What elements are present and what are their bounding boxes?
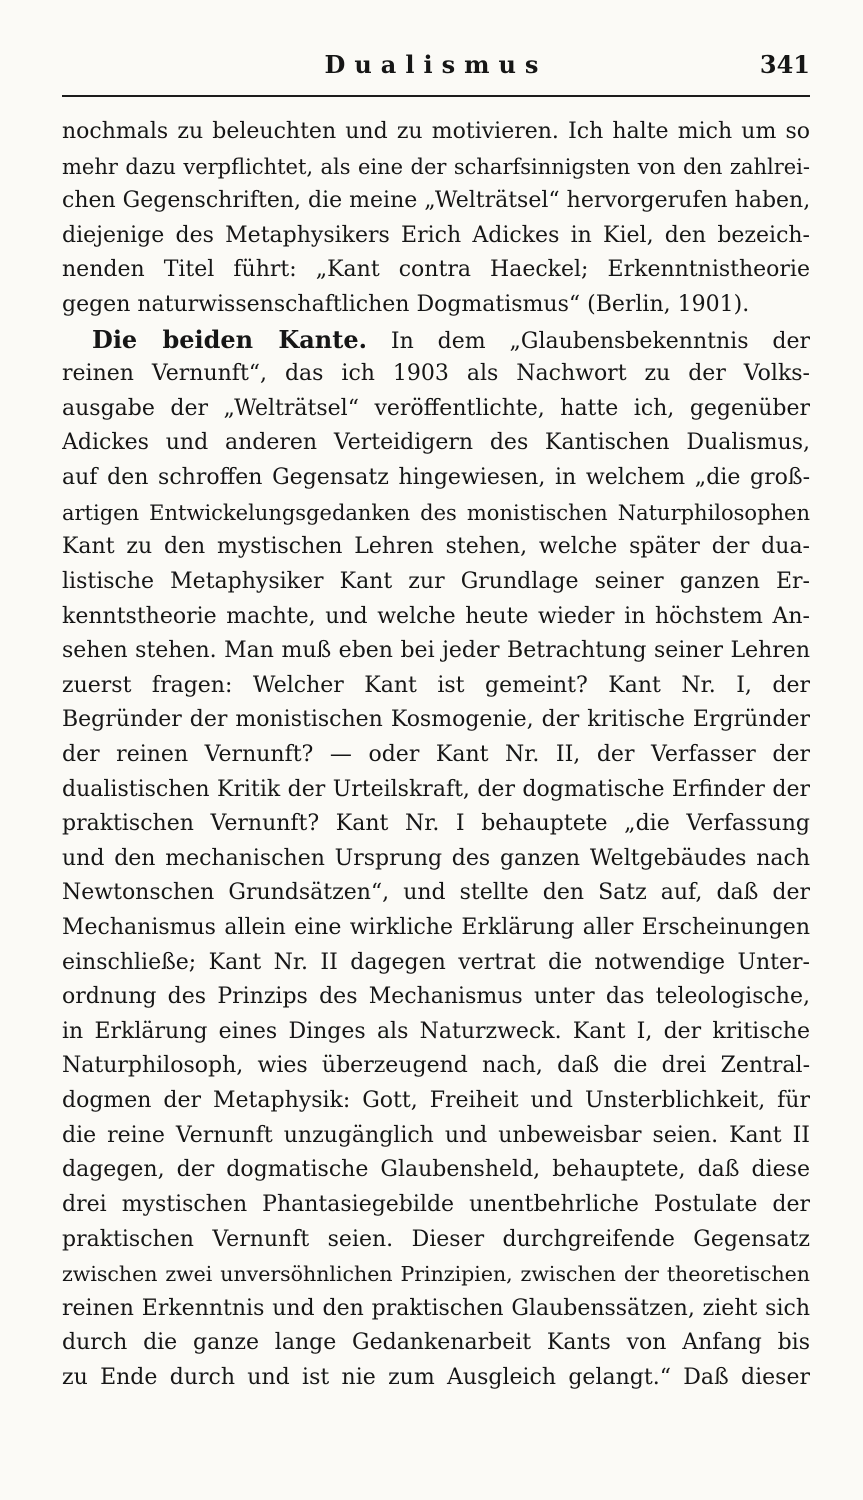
text-line: chen Gegenschriften, die meine „Welträtsel“ hervorgerufen haben, <box>62 188 810 214</box>
text-line: zuerst fragen: Welcher Kant ist gemeint? Kant Nr. I, der <box>62 672 810 698</box>
text-line: nenden Titel führt: „Kant contra Haeckel; Erkenntnistheorie <box>62 257 810 283</box>
text-line: durch die ganze lange Gedankenarbeit Kants von Anfang bis <box>62 1330 810 1356</box>
text-line: auf den schroffen Gegensatz hingewiesen, in welchem „die groß- <box>62 465 810 491</box>
text-line: dualistischen Kritik der Urteilskraft, der dogmatische Erfinder der <box>62 776 810 802</box>
section-heading: Die beiden Kante. <box>92 324 367 354</box>
text-line: Naturphilosoph, wies überzeugend nach, daß die drei Zentral- <box>62 1053 810 1079</box>
text-line: reinen Erkenntnis und den praktischen Glaubenssätzen, zieht sich <box>62 1295 810 1321</box>
text-line-with-heading <box>62 323 810 358</box>
running-head <box>62 46 810 86</box>
text-line: zwischen zwei unversöhnlichen Prinzipien, zwischen der theoretischen <box>62 1262 810 1287</box>
body-text <box>62 115 810 1396</box>
text-line: Begründer der monistischen Kosmogenie, der kritische Ergründer <box>62 707 810 733</box>
text-line: der reinen Vernunft? — oder Kant Nr. II, der Verfasser der <box>62 741 810 767</box>
heading-line-text: In dem „Glaubensbekenntnis der <box>390 328 810 354</box>
text-line: artigen Entwickelungsgedanken des monistischen Naturphilosophen <box>62 500 810 525</box>
text-line: Kant zu den mystischen Lehren stehen, welche später der dua- <box>62 534 810 560</box>
text-line: kenntstheorie machte, und welche heute wieder in höchstem An- <box>62 603 810 629</box>
text-line: gegen naturwissenschaftlichen Dogmatismus“ (Berlin, 1901). <box>62 292 750 318</box>
text-line: diejenige des Metaphysikers Erich Adickes in Kiel, den bezeich- <box>62 222 810 248</box>
running-title: Dualismus <box>324 50 548 79</box>
text-line: nochmals zu beleuchten und zu motivieren. Ich halte mich um so <box>62 119 810 144</box>
text-line: Mechanismus allein eine wirkliche Erklärung aller Erscheinungen <box>62 915 810 941</box>
text-line: einschließe; Kant Nr. II dagegen vertrat die notwendige Unter- <box>62 949 810 975</box>
text-line: und den mechanischen Ursprung des ganzen Weltgebäudes nach <box>62 845 810 871</box>
text-line: ordnung des Prinzips des Mechanismus unter das teleologische, <box>62 984 810 1010</box>
text-line: praktischen Vernunft? Kant Nr. I behauptete „die Verfassung <box>62 811 810 837</box>
text-line: ausgabe der „Welträtsel“ veröffentlichte, hatte ich, gegenüber <box>62 395 810 421</box>
text-line: listische Metaphysiker Kant zur Grundlage seiner ganzen Er- <box>62 568 810 594</box>
text-line: reinen Vernunft“, das ich 1903 als Nachwort zu der Volks- <box>62 361 810 387</box>
text-line: drei mystischen Phantasiegebilde unentbehrliche Postulate der <box>62 1191 810 1217</box>
text-line: Newtonschen Grundsätzen“, und stellte den Satz auf, daß der <box>62 880 810 906</box>
text-line: dogmen der Metaphysik: Gott, Freiheit und Unsterblichkeit, für <box>62 1088 810 1114</box>
text-line: praktischen Vernunft seien. Dieser durchgreifende Gegensatz <box>62 1226 810 1252</box>
text-line: Adickes und anderen Verteidigern des Kantischen Dualismus, <box>62 430 810 456</box>
text-line: die reine Vernunft unzugänglich und unbeweisbar seien. Kant II <box>62 1122 810 1148</box>
text-line: mehr dazu verpflichtet, als eine der scharfsinnigsten von den zahlrei- <box>62 154 810 179</box>
text-line: dagegen, der dogmatische Glaubensheld, behauptete, daß diese <box>62 1157 810 1183</box>
text-line: zu Ende durch und ist nie zum Ausgleich gelangt.“ Daß dieser <box>62 1364 810 1390</box>
page-number: 341 <box>759 50 810 79</box>
header-rule <box>62 95 810 97</box>
text-line: sehen stehen. Man muß eben bei jeder Betrachtung seiner Lehren <box>62 638 810 664</box>
text-line: in Erklärung eines Dinges als Naturzweck. Kant I, der kritische <box>62 1018 810 1044</box>
